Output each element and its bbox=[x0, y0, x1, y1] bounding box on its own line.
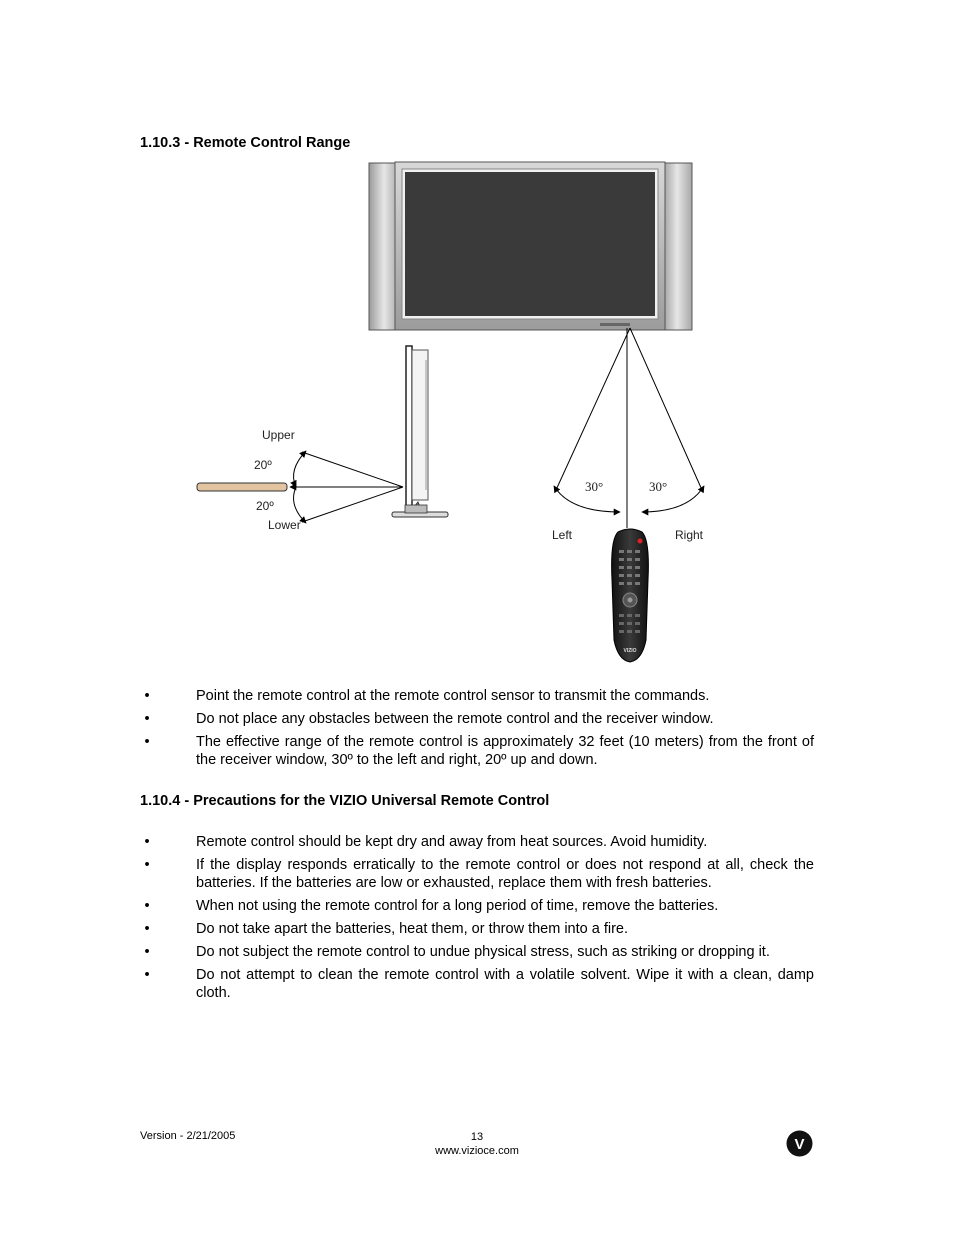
vertical-range-lines bbox=[290, 451, 403, 523]
list-item-text: When not using the remote control for a long period of time, remove the batteries. bbox=[196, 898, 719, 914]
section-heading-remote-range: 1.10.3 - Remote Control Range bbox=[140, 135, 351, 151]
list-item bbox=[140, 733, 814, 769]
page-number: 13 bbox=[470, 1131, 484, 1143]
remote-range-figure bbox=[190, 160, 720, 670]
list-item bbox=[140, 833, 814, 851]
right-speaker bbox=[662, 163, 692, 330]
bullet-glyph: • bbox=[144, 857, 150, 873]
list-item bbox=[140, 687, 814, 705]
list-item-text: Point the remote control at the remote control sensor to transmit the commands. bbox=[196, 688, 710, 704]
horizontal-range-lines bbox=[554, 328, 704, 528]
tv-front-view bbox=[369, 162, 692, 330]
tv-screen bbox=[405, 172, 655, 316]
list-item bbox=[140, 897, 814, 915]
list-item-text: If the display responds erratically to the remote control or does not respond at all, check the batteries. If the batteries are low or exhausted, replace them with fresh batteries. bbox=[196, 857, 814, 891]
remote-front-view bbox=[612, 529, 649, 662]
list-item-text: Do not place any obstacles between the remote control and the receiver window. bbox=[196, 711, 714, 727]
tv-side-view bbox=[392, 346, 448, 517]
label-upper: Upper bbox=[262, 428, 295, 442]
remote-brand-label: VIZIO bbox=[623, 648, 637, 654]
list-item-text: Do not attempt to clean the remote control with a volatile solvent. Wipe it with a clean, damp cloth. bbox=[196, 967, 814, 1001]
footer-center bbox=[377, 1130, 577, 1158]
label-angle-left: 30° bbox=[585, 479, 604, 494]
label-angle-upper: 20º bbox=[254, 458, 272, 472]
bullet-glyph: • bbox=[144, 967, 150, 983]
list-item bbox=[140, 920, 814, 938]
list-item bbox=[140, 856, 814, 892]
list-item-text: Do not take apart the batteries, heat them, or throw them into a fire. bbox=[196, 921, 629, 937]
list-item-text: The effective range of the remote control is approximately 32 feet (10 meters) from the front of the receiver window, 30º to the left and right, 20º up and down. bbox=[196, 734, 814, 768]
vizio-logo-icon bbox=[786, 1130, 813, 1157]
ir-sensor bbox=[600, 323, 630, 326]
remote-range-diagram bbox=[190, 160, 720, 670]
precautions-bullet-list bbox=[140, 833, 814, 1007]
remote-side-view bbox=[197, 483, 287, 491]
label-angle-right: 30° bbox=[649, 479, 668, 494]
list-item-text: Remote control should be kept dry and away from heat sources. Avoid humidity. bbox=[196, 834, 708, 850]
list-item bbox=[140, 710, 814, 728]
bullet-glyph: • bbox=[144, 834, 150, 850]
label-right: Right bbox=[675, 528, 704, 542]
footer-version: Version - 2/21/2005 bbox=[140, 1130, 236, 1142]
label-angle-lower: 20º bbox=[256, 499, 274, 513]
bullet-glyph: • bbox=[144, 711, 150, 727]
footer-website: www.vizioce.com bbox=[435, 1145, 519, 1157]
section-heading-precautions: 1.10.4 - Precautions for the VIZIO Universal Remote Control bbox=[140, 793, 550, 809]
remote-range-bullet-list bbox=[140, 687, 814, 774]
list-item-text: Do not subject the remote control to undue physical stress, such as striking or dropping it. bbox=[196, 944, 770, 960]
bullet-glyph: • bbox=[144, 688, 150, 704]
label-lower: Lower bbox=[268, 518, 301, 532]
bullet-glyph: • bbox=[144, 944, 150, 960]
list-item bbox=[140, 943, 814, 961]
list-item bbox=[140, 966, 814, 1002]
label-left: Left bbox=[552, 528, 573, 542]
bullet-glyph: • bbox=[144, 898, 150, 914]
bullet-glyph: • bbox=[144, 921, 150, 937]
logo-letter: V bbox=[794, 1136, 805, 1153]
bullet-glyph: • bbox=[144, 734, 150, 750]
